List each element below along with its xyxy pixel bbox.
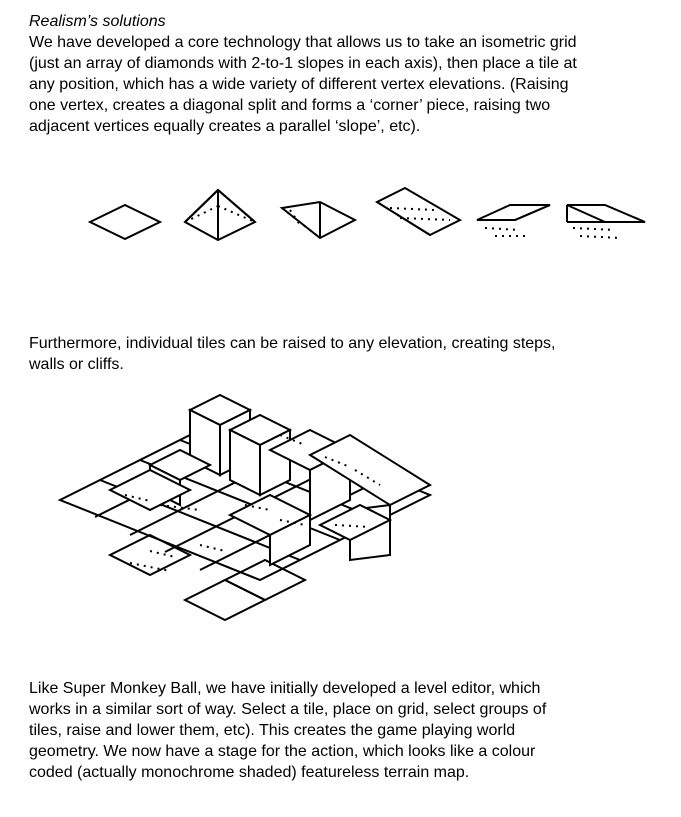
stepped-terrain-figure (50, 375, 450, 635)
tile-variants-figure (80, 180, 660, 255)
slope-tile (477, 205, 550, 236)
corner-tile (282, 202, 355, 238)
paragraph-level-editor: Like Super Monkey Ball, we have initially developed a level editor, which works in a similar sort of way. Select a tile, place on grid, select groups of tiles, raise and lower them, etc). This creates the game playing world geometry. We now have a stage for the action, which looks like a colour coded (actually monochrome shaded) featureless terrain map. (29, 680, 547, 781)
section-heading: Realism’s solutions (29, 13, 166, 30)
paragraph-core-technology: We have developed a core technology that allows us to take an isometric grid (just an array of diamonds with 2-to-1 slopes in each axis), then place a tile at any position, which has a wide variety of different vertex elevations. (Raising one vertex, creates a diagonal split and forms a ‘corner’ piece, raising two adjacent vertices equally creates a parallel ‘slope’, etc). (29, 34, 577, 135)
pyramid-tile (185, 190, 255, 240)
parallel-slope-tile (567, 205, 645, 238)
flat-tile (90, 205, 160, 239)
raised-corner-tile (377, 188, 460, 235)
paragraph-elevation: Furthermore, individual tiles can be raised to any elevation, creating steps, walls or cliffs. (29, 335, 556, 373)
